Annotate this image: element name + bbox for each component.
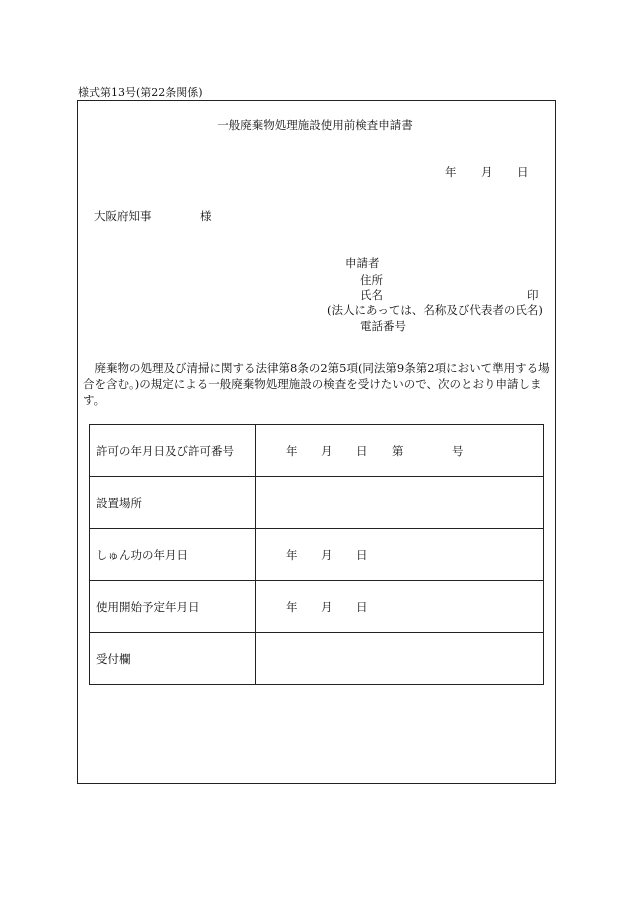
row-label-permit: 許可の年月日及び許可番号: [90, 425, 256, 477]
date-day-label: 日: [517, 165, 529, 179]
document-title: 一般廃棄物処理施設使用前検査申請書: [217, 118, 413, 132]
date-month-label: 月: [481, 165, 493, 179]
row-value-completion[interactable]: [256, 529, 544, 581]
start-year-label: 年: [286, 599, 298, 614]
permit-day-label: 日: [356, 443, 368, 458]
table-row: [90, 425, 544, 477]
permit-year-label: 年: [286, 443, 298, 458]
row-label-location: 設置場所: [90, 477, 256, 529]
start-day-label: 日: [356, 599, 368, 614]
completion-year-label: 年: [286, 547, 298, 562]
permit-number-prefix: 第: [392, 443, 404, 458]
form-number-label: 様式第13号(第22条関係): [78, 86, 203, 99]
addressee-name: 大阪府知事: [94, 209, 152, 223]
corporation-note: (法人にあっては、名称及び代表者の氏名): [327, 303, 543, 317]
completion-day-label: 日: [356, 547, 368, 562]
row-value-location[interactable]: [256, 477, 544, 529]
table-row: [90, 529, 544, 581]
applicant-name-label: 氏名: [360, 288, 383, 302]
applicant-phone-label: 電話番号: [360, 319, 406, 333]
table-row: [90, 633, 544, 685]
table-row: [90, 477, 544, 529]
row-label-reception: 受付欄: [90, 633, 256, 685]
applicant-address-label: 住所: [360, 273, 383, 287]
permit-month-label: 月: [321, 443, 333, 458]
table-row: [90, 581, 544, 633]
addressee-honorific: 様: [200, 209, 212, 223]
row-value-reception: [256, 633, 544, 685]
start-month-label: 月: [321, 599, 333, 614]
row-label-completion: しゅん功の年月日: [90, 529, 256, 581]
date-year-label: 年: [445, 165, 457, 179]
applicant-heading: 申請者: [345, 256, 380, 270]
row-value-permit[interactable]: [256, 425, 544, 477]
detail-table: [89, 424, 544, 685]
row-label-start-date: 使用開始予定年月日: [90, 581, 256, 633]
permit-number-suffix: 号: [452, 443, 464, 458]
application-body-text: 廃棄物の処理及び清掃に関する法律第8条の2第5項(同法第9条第2項において準用する場合を含む。)の規定による一般廃棄物処理施設の検査を受けたいので、次のとおり申請します。: [83, 361, 550, 407]
completion-month-label: 月: [321, 547, 333, 562]
row-value-start-date[interactable]: [256, 581, 544, 633]
seal-mark: 印: [527, 288, 539, 302]
